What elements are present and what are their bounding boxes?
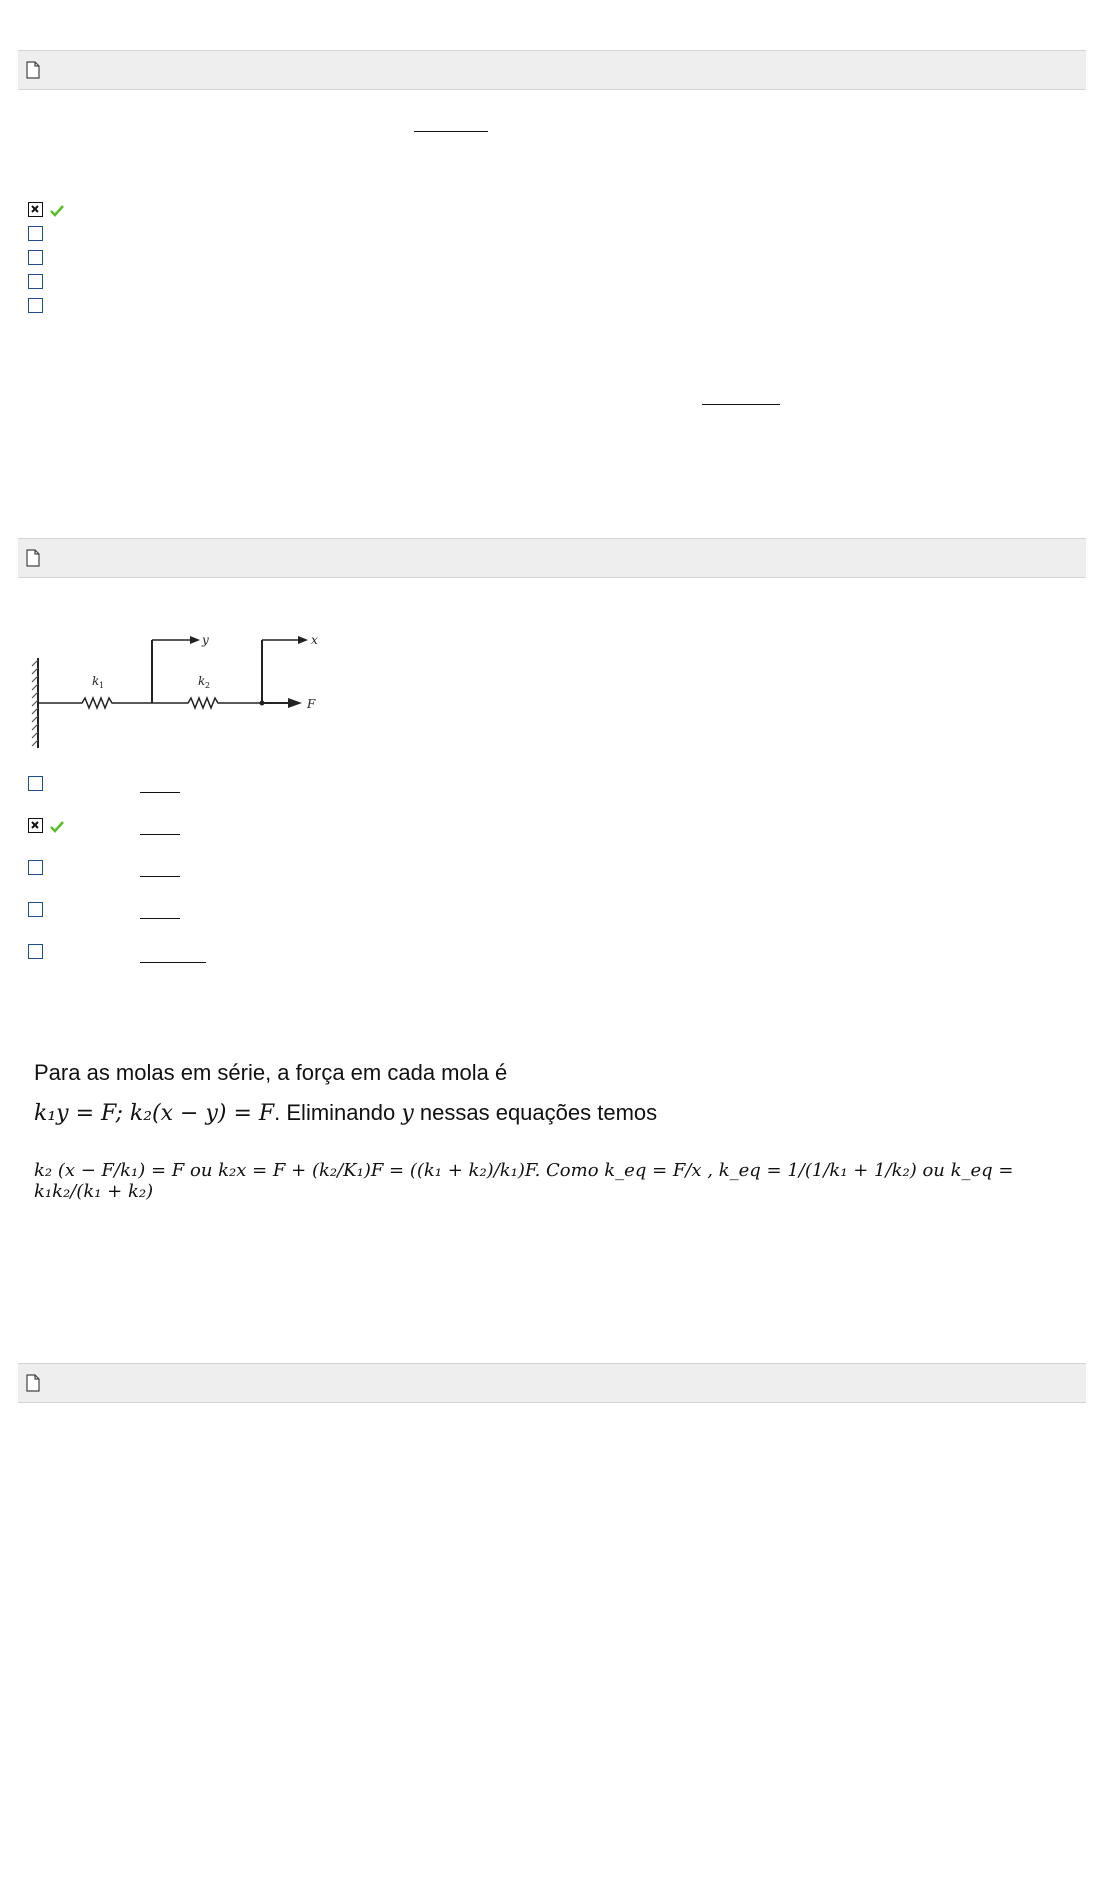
option-checkbox-4[interactable]: [28, 274, 43, 289]
correct-check-icon: [50, 821, 64, 833]
correct-check-icon: [50, 205, 64, 217]
fraction-line: [140, 834, 180, 835]
document-icon: [26, 549, 40, 567]
fraction-line: [140, 962, 206, 963]
option-checkbox-1[interactable]: [28, 776, 43, 791]
label-k1: k: [92, 674, 100, 688]
explanation-text: nessas equações temos: [413, 1100, 658, 1125]
option-checkbox-3[interactable]: [28, 860, 43, 875]
fraction-line: [140, 876, 180, 877]
label-x: x: [311, 633, 318, 647]
question-header-2: [18, 538, 1086, 578]
label-k2-sub: 2: [205, 681, 211, 690]
x-mark-icon: [29, 203, 41, 215]
option-checkbox-2[interactable]: [28, 818, 43, 833]
question-header-1: [18, 50, 1086, 90]
option-checkbox-5[interactable]: [28, 298, 43, 313]
option-checkbox-1[interactable]: [28, 202, 43, 217]
document-icon: [26, 1374, 40, 1392]
fraction-line: [140, 918, 180, 919]
question-header-3: [18, 1363, 1086, 1403]
option-checkbox-5[interactable]: [28, 944, 43, 959]
explanation-line-2: [34, 1100, 657, 1126]
label-k2: k: [198, 674, 206, 688]
fraction-line: [414, 131, 488, 132]
fraction-line: [702, 404, 780, 405]
label-F: F: [307, 697, 316, 711]
explanation-text: . Eliminando: [274, 1100, 402, 1125]
x-mark-icon: [29, 819, 41, 831]
option-checkbox-2[interactable]: [28, 226, 43, 241]
label-y: y: [202, 633, 209, 647]
explanation-equation: k₂ (x − F/k₁) = F ou k₂x = F + (k₂/K₁)F = ((k₁ + k₂)/k₁)F. Como k_eq = F/x , k_eq = 1/(1/k₁ + 1/k₂) ou k_eq = k₁k₂/(k₁ + k₂): [34, 1160, 1014, 1202]
option-checkbox-3[interactable]: [28, 250, 43, 265]
fraction-line: [140, 792, 180, 793]
equation: k₁y = F; k₂(x − y) = F: [34, 1101, 275, 1126]
spring-diagram: [30, 630, 340, 750]
label-k1-sub: 1: [99, 681, 105, 690]
option-checkbox-4[interactable]: [28, 902, 43, 917]
explanation-line-1: Para as molas em série, a força em cada mola é: [34, 1060, 508, 1085]
document-icon: [26, 61, 40, 79]
variable: y: [401, 1101, 414, 1126]
